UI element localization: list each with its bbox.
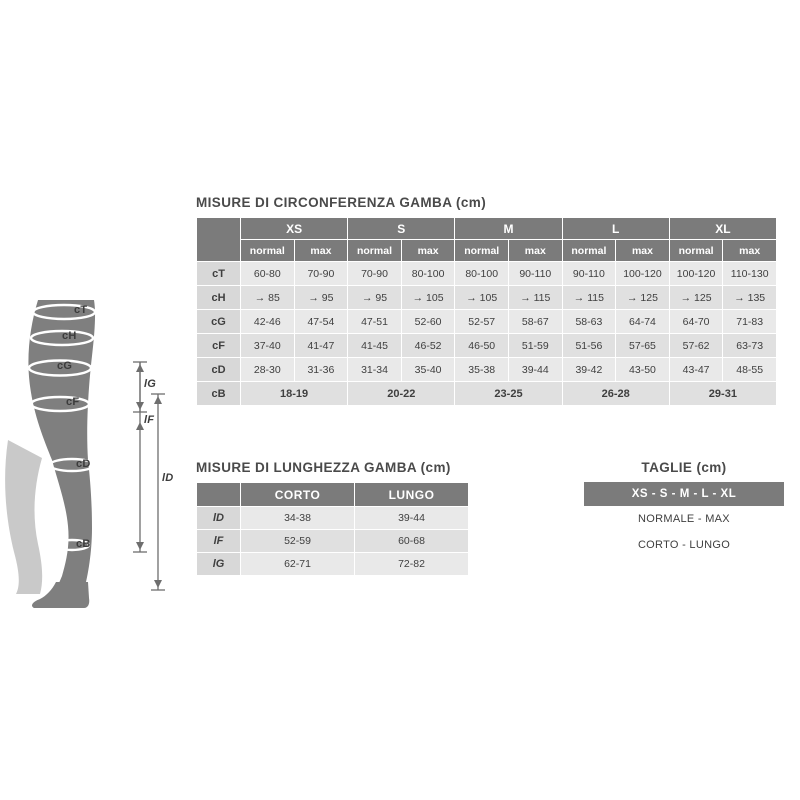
table-row bbox=[197, 286, 777, 310]
label-lD: lD bbox=[162, 472, 174, 484]
cell-cd-s-max: 35-40 bbox=[401, 358, 455, 382]
row-label-lg: lG bbox=[197, 553, 241, 576]
label-cH: cH bbox=[62, 330, 77, 342]
cell-ct-l-max: 100-120 bbox=[616, 262, 670, 286]
row-label-lf: lF bbox=[197, 530, 241, 553]
cell-ct-m-normal: 80-100 bbox=[455, 262, 509, 286]
subheader-xs-normal: normal bbox=[241, 240, 295, 262]
cell-cd-l-normal: 39-42 bbox=[562, 358, 616, 382]
subheader-xl-max: max bbox=[723, 240, 777, 262]
sizes-section bbox=[584, 460, 784, 558]
cell-ct-xs-max: 70-90 bbox=[294, 262, 348, 286]
length-title: MISURE DI LUNGHEZZA GAMBA (cm) bbox=[196, 460, 451, 475]
cell-ch-l-normal: → 115 bbox=[562, 286, 616, 310]
row-label-cb: cB bbox=[197, 382, 241, 406]
cell-cd-m-normal: 35-38 bbox=[455, 358, 509, 382]
table-corner bbox=[197, 218, 241, 262]
size-header-xl: XL bbox=[669, 218, 776, 240]
label-lF: lF bbox=[144, 414, 155, 426]
size-header-l: L bbox=[562, 218, 669, 240]
subheader-s-max: max bbox=[401, 240, 455, 262]
cell-ld-corto: 34-38 bbox=[241, 507, 355, 530]
subheader-l-max: max bbox=[616, 240, 670, 262]
cell-cf-m-normal: 46-50 bbox=[455, 334, 509, 358]
cell-cg-xs-normal: 42-46 bbox=[241, 310, 295, 334]
table-row bbox=[197, 334, 777, 358]
cell-cg-l-max: 64-74 bbox=[616, 310, 670, 334]
cell-cd-xl-normal: 43-47 bbox=[669, 358, 723, 382]
subheader-row bbox=[197, 240, 777, 262]
cell-ch-s-max: → 105 bbox=[401, 286, 455, 310]
label-cD: cD bbox=[76, 458, 91, 470]
sizes-row-corto-lungo: CORTO - LUNGO bbox=[637, 539, 731, 551]
cell-cf-xs-max: 41-47 bbox=[294, 334, 348, 358]
circumference-table bbox=[196, 217, 777, 406]
cell-cd-l-max: 43-50 bbox=[616, 358, 670, 382]
sizes-header: XS - S - M - L - XL bbox=[584, 482, 784, 506]
cell-cf-m-max: 51-59 bbox=[509, 334, 563, 358]
cell-cb-xl: 29-31 bbox=[669, 382, 776, 406]
subheader-xs-max: max bbox=[294, 240, 348, 262]
cell-cd-xs-max: 31-36 bbox=[294, 358, 348, 382]
cell-ch-xs-normal: → 85 bbox=[241, 286, 295, 310]
length-table-corner bbox=[197, 483, 241, 507]
cell-ch-m-max: → 115 bbox=[509, 286, 563, 310]
length-header-lungo: LUNGO bbox=[355, 483, 469, 507]
cell-cg-xl-max: 71-83 bbox=[723, 310, 777, 334]
cell-cf-s-max: 46-52 bbox=[401, 334, 455, 358]
leg-diagram bbox=[0, 290, 195, 610]
cell-cd-xl-max: 48-55 bbox=[723, 358, 777, 382]
cell-cb-m: 23-25 bbox=[455, 382, 562, 406]
cell-cf-l-normal: 51-56 bbox=[562, 334, 616, 358]
length-section bbox=[196, 460, 469, 576]
sizes-row-normale-max: NORMALE - MAX bbox=[638, 513, 730, 525]
cell-lg-corto: 62-71 bbox=[241, 553, 355, 576]
row-label-ch: cH bbox=[197, 286, 241, 310]
cell-lg-lungo: 72-82 bbox=[355, 553, 469, 576]
label-cT: cT bbox=[74, 304, 88, 316]
cell-lf-corto: 52-59 bbox=[241, 530, 355, 553]
cell-ct-xl-normal: 100-120 bbox=[669, 262, 723, 286]
cell-cg-s-normal: 47-51 bbox=[348, 310, 402, 334]
table-row bbox=[197, 262, 777, 286]
cell-cd-s-normal: 31-34 bbox=[348, 358, 402, 382]
table-row bbox=[197, 530, 469, 553]
cell-ct-s-max: 80-100 bbox=[401, 262, 455, 286]
table-row bbox=[197, 358, 777, 382]
circumference-title: MISURE DI CIRCONFERENZA GAMBA (cm) bbox=[196, 195, 487, 210]
circumference-section bbox=[196, 195, 777, 406]
length-table bbox=[196, 482, 469, 576]
table-row bbox=[197, 382, 777, 406]
thigh-shape bbox=[28, 300, 95, 460]
cell-cg-xl-normal: 64-70 bbox=[669, 310, 723, 334]
label-cF: cF bbox=[66, 396, 80, 408]
cell-cb-xs: 18-19 bbox=[241, 382, 348, 406]
cell-ld-lungo: 39-44 bbox=[355, 507, 469, 530]
cell-ct-l-normal: 90-110 bbox=[562, 262, 616, 286]
cell-cf-xl-max: 63-73 bbox=[723, 334, 777, 358]
size-header-s: S bbox=[348, 218, 455, 240]
cell-cd-m-max: 39-44 bbox=[509, 358, 563, 382]
cell-ch-xl-max: → 135 bbox=[723, 286, 777, 310]
subheader-l-normal: normal bbox=[562, 240, 616, 262]
row-label-ct: cT bbox=[197, 262, 241, 286]
subheader-s-normal: normal bbox=[348, 240, 402, 262]
subheader-xl-normal: normal bbox=[669, 240, 723, 262]
cell-lf-lungo: 60-68 bbox=[355, 530, 469, 553]
size-header-m: M bbox=[455, 218, 562, 240]
cell-ch-s-normal: → 95 bbox=[348, 286, 402, 310]
row-label-ld: lD bbox=[197, 507, 241, 530]
label-lG: lG bbox=[144, 378, 157, 390]
row-label-cf: cF bbox=[197, 334, 241, 358]
cell-ct-xl-max: 110-130 bbox=[723, 262, 777, 286]
cell-ct-xs-normal: 60-80 bbox=[241, 262, 295, 286]
row-label-cg: cG bbox=[197, 310, 241, 334]
cell-cg-m-normal: 52-57 bbox=[455, 310, 509, 334]
cell-cf-xl-normal: 57-62 bbox=[669, 334, 723, 358]
cell-cf-xs-normal: 37-40 bbox=[241, 334, 295, 358]
label-cG: cG bbox=[57, 360, 73, 372]
cell-cb-s: 20-22 bbox=[348, 382, 455, 406]
subheader-m-normal: normal bbox=[455, 240, 509, 262]
sizes-title: TAGLIE (cm) bbox=[641, 460, 727, 475]
cell-cg-m-max: 58-67 bbox=[509, 310, 563, 334]
cell-cg-s-max: 52-60 bbox=[401, 310, 455, 334]
cell-ch-l-max: → 125 bbox=[616, 286, 670, 310]
length-header-row bbox=[197, 483, 469, 507]
calf-shape bbox=[52, 460, 92, 590]
subheader-m-max: max bbox=[509, 240, 563, 262]
cell-cf-l-max: 57-65 bbox=[616, 334, 670, 358]
length-header-corto: CORTO bbox=[241, 483, 355, 507]
leg-illustration bbox=[0, 290, 195, 610]
cell-cd-xs-normal: 28-30 bbox=[241, 358, 295, 382]
cell-ch-xs-max: → 95 bbox=[294, 286, 348, 310]
cell-ct-s-normal: 70-90 bbox=[348, 262, 402, 286]
table-row bbox=[197, 507, 469, 530]
cell-ch-m-normal: → 105 bbox=[455, 286, 509, 310]
label-cB: cB bbox=[76, 538, 91, 550]
table-row bbox=[197, 310, 777, 334]
back-leg-shape bbox=[5, 440, 42, 594]
size-header-xs: XS bbox=[241, 218, 348, 240]
table-row bbox=[197, 553, 469, 576]
cell-cf-s-normal: 41-45 bbox=[348, 334, 402, 358]
size-header-row bbox=[197, 218, 777, 240]
cell-cg-xs-max: 47-54 bbox=[294, 310, 348, 334]
cell-cb-l: 26-28 bbox=[562, 382, 669, 406]
cell-cg-l-normal: 58-63 bbox=[562, 310, 616, 334]
cell-ch-xl-normal: → 125 bbox=[669, 286, 723, 310]
cell-ct-m-max: 90-110 bbox=[509, 262, 563, 286]
row-label-cd: cD bbox=[197, 358, 241, 382]
ruler-lines bbox=[133, 362, 165, 590]
